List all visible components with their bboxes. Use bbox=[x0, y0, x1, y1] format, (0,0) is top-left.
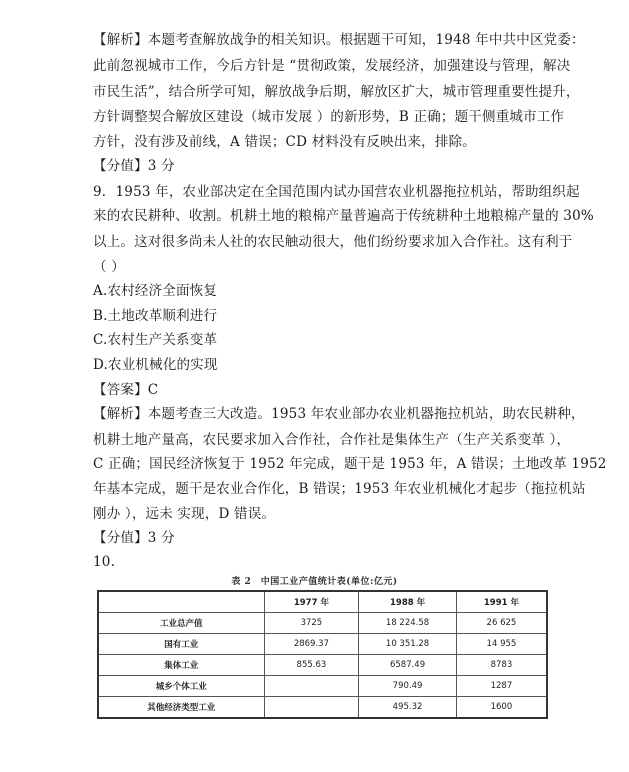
row-label: 集体工业 bbox=[98, 655, 264, 676]
table-cell: 8783 bbox=[456, 655, 547, 676]
table-header-row bbox=[98, 591, 547, 613]
analysis-9-line-5: 刚办 ），远未 实现，D 错误。 bbox=[93, 506, 276, 522]
table-cell: 495.32 bbox=[359, 697, 457, 719]
table-cell: 6587.49 bbox=[359, 655, 457, 676]
table-cell: 855.63 bbox=[264, 655, 359, 676]
score-9: 【分值】3 分 bbox=[93, 530, 175, 546]
analysis-9-line-2: 机耕土地产量高，农民要求加入合作社，合作社是集体生产（生产关系变革 ）， bbox=[93, 432, 571, 448]
table-cell: 2869.37 bbox=[264, 634, 359, 655]
question-9-blank: （ ） bbox=[93, 259, 125, 275]
table-row bbox=[98, 634, 547, 655]
table-header-cell: 1988 年 bbox=[359, 591, 457, 613]
analysis-8-line-5: 方针，没有涉及前线，A 错误；CD 材料没有反映出来，排除。 bbox=[93, 134, 476, 150]
industrial-output-table bbox=[97, 590, 548, 719]
table-header-cell bbox=[98, 591, 264, 613]
analysis-8-line-4: 方针调整契合解放区建设（城市发展 ）的新形势，B 正确；题干侧重城市工作 bbox=[93, 109, 565, 125]
score-8: 【分值】3 分 bbox=[93, 158, 175, 174]
option-d: D.农业机械化的实现 bbox=[93, 357, 218, 373]
option-b: B.土地改革顺利进行 bbox=[93, 308, 218, 324]
table-row bbox=[98, 697, 547, 719]
analysis-8-line-2: 此前忽视城市工作，今后方针是 “贯彻政策，发展经济，加强建设与管理，解决 bbox=[93, 58, 571, 74]
table-cell: 18 224.58 bbox=[359, 613, 457, 634]
table-row bbox=[98, 655, 547, 676]
row-label: 国有工业 bbox=[98, 634, 264, 655]
table-header-cell: 1991 年 bbox=[456, 591, 547, 613]
table-cell: 1600 bbox=[456, 697, 547, 719]
option-a: A.农村经济全面恢复 bbox=[93, 283, 218, 299]
table-row bbox=[98, 676, 547, 697]
table-row bbox=[98, 613, 547, 634]
table-cell: 790.49 bbox=[359, 676, 457, 697]
table-cell: 3725 bbox=[264, 613, 359, 634]
row-label: 工业总产值 bbox=[98, 613, 264, 634]
option-c: C.农村生产关系变革 bbox=[93, 332, 218, 348]
answer-9: 【答案】C bbox=[93, 382, 159, 398]
analysis-9-line-1: 【解析】本题考查三大改造。1953 年农业部办农业机器拖拉机站，助农民耕种， bbox=[93, 406, 585, 422]
question-9-line-2: 来的农民耕种、收割。机耕土地的粮棉产量普遍高于传统耕种土地粮棉产量的 30% bbox=[93, 208, 594, 224]
table-cell: 26 625 bbox=[456, 613, 547, 634]
table-header-cell: 1977 年 bbox=[264, 591, 359, 613]
question-10-number: 10. bbox=[93, 554, 116, 570]
table-cell bbox=[264, 697, 359, 719]
table-cell: 14 955 bbox=[456, 634, 547, 655]
question-9-line-3: 以上。这对很多尚未人社的农民触动很大，他们纷纷要求加入合作社。这有利于 bbox=[93, 234, 573, 250]
analysis-8-line-3: 市民生活”，结合所学可知，解放战争后期，解放区扩大，城市管理重要性提升， bbox=[93, 84, 580, 100]
table-cell: 1287 bbox=[456, 676, 547, 697]
analysis-9-line-4: 年基本完成，题干是农业合作化，B 错误；1953 年农业机械化才起步（拖拉机站 bbox=[93, 481, 586, 497]
table-caption: 表 2 中国工业产值统计表(单位:亿元) bbox=[231, 577, 398, 587]
analysis-8-line-1: 【解析】本题考查解放战争的相关知识。根据题干可知，1948 年中共中区党委： bbox=[93, 32, 585, 48]
analysis-9-line-3: C 正确；国民经济恢复于 1952 年完成，题干是 1953 年，A 错误；土地改革 1952 bbox=[93, 456, 607, 472]
table-cell: 10 351.28 bbox=[359, 634, 457, 655]
row-label: 其他经济类型工业 bbox=[98, 697, 264, 719]
row-label: 城乡个体工业 bbox=[98, 676, 264, 697]
question-9-line-1: 9．1953 年，农业部决定在全国范围内试办国营农业机器拖拉机站，帮助组织起 bbox=[93, 184, 580, 200]
table-cell bbox=[264, 676, 359, 697]
